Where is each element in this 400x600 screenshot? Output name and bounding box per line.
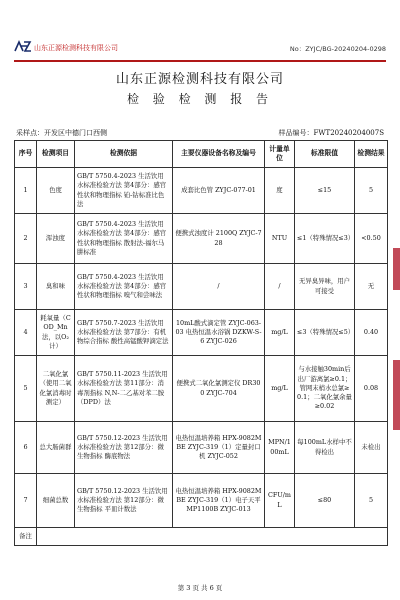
row-result: 无: [355, 264, 388, 310]
row-equipment: /: [173, 264, 265, 310]
row-limit: ≤3（特殊情况≤5）: [295, 310, 355, 356]
remark-label: 备注: [15, 528, 37, 546]
table-row: [15, 214, 388, 264]
row-unit: mg/L: [265, 310, 295, 356]
row-item: 二氧化氯（使用二氧化氯消毒时测定）: [37, 356, 75, 422]
binding-edge-tab: [393, 360, 400, 430]
row-item: 细菌总数: [37, 474, 75, 528]
remark-row: [15, 528, 388, 546]
table-row: [15, 422, 388, 474]
sampling-location: 采样点：开发区中德门口西侧: [16, 129, 107, 137]
remark-value: [37, 528, 388, 546]
row-item: 总大肠菌群: [37, 422, 75, 474]
row-no: 1: [15, 168, 37, 214]
row-item: 色度: [37, 168, 75, 214]
report-title: 检 验 检 测 报 告: [126, 92, 274, 106]
document-number: No：ZYJC/BG-20240204-0298: [289, 45, 386, 53]
table-row: [15, 474, 388, 528]
col-header-unit: 计量单位: [265, 141, 295, 168]
row-equipment: 便携式二氧化氯测定仪 DR300 ZYJC-704: [173, 356, 265, 422]
row-limit: ≤80: [295, 474, 355, 528]
row-limit: 与水接触30min后出厂游离氯≥0.1；管网末梢水总氯≥0.1；二氧化氯余量≥0.02: [295, 356, 355, 422]
col-header-result: 检测结果: [355, 141, 388, 168]
row-basis: GB/T 5750.12-2023 生活饮用水标准检验方法 第12部分：微生物指标 平皿计数法: [75, 474, 173, 528]
row-equipment: 便携式浊度计 2100Q ZYJC-728: [173, 214, 265, 264]
page-header: [14, 36, 386, 62]
row-limit: 无异臭异味，用户可接受: [295, 264, 355, 310]
page-number: 第 3 页 共 6 页: [177, 584, 223, 592]
row-limit: ≤1（特殊情况≤3）: [295, 214, 355, 264]
row-equipment: 电热恒温培养箱 HPX-9082MBE ZYJC-319（1）定量封口机 ZYJC-052: [173, 422, 265, 474]
col-header-equipment: 主要仪器设备名称及编号: [173, 141, 265, 168]
table-header-row: [15, 141, 388, 168]
row-result: 0.08: [355, 356, 388, 422]
row-basis: GB/T 5750.7-2023 生活饮用水标准检验方法 第7部分：有机物综合指标 酸性高锰酸钾滴定法: [75, 310, 173, 356]
row-basis: GB/T 5750.11-2023 生活饮用水标准检验方法 第11部分：消毒剂指标 N,N-二乙基对苯二胺（DPD）法: [75, 356, 173, 422]
binding-edge-tab: [393, 248, 400, 290]
sample-meta: [16, 128, 384, 138]
table-row: [15, 356, 388, 422]
header-org-name: 山东正源检测科技有限公司: [34, 44, 118, 52]
row-limit: 每100mL水样中不得检出: [295, 422, 355, 474]
row-equipment: 成套比色管 ZYJC-077-01: [173, 168, 265, 214]
col-header-no: 序号: [15, 141, 37, 168]
row-basis: GB/T 5750.4-2023 生活饮用水标准检验方法 第4部分：感官性状和物理指标 铂-钴标准比色法: [75, 168, 173, 214]
table-row: [15, 310, 388, 356]
row-no: 5: [15, 356, 37, 422]
results-table: [14, 140, 388, 546]
row-equipment: 10mL酸式滴定管 ZYJC-063-03 电热恒温水浴锅 DZKW-S-6 ZYJC-026: [173, 310, 265, 356]
row-no: 2: [15, 214, 37, 264]
company-logo-icon: [14, 40, 32, 52]
row-item: 浑浊度: [37, 214, 75, 264]
row-equipment: 电热恒温培养箱 HPX-9082MBE ZYJC-319（1）电子天平 MP1100B ZYJC-013: [173, 474, 265, 528]
col-header-basis: 检测依据: [75, 141, 173, 168]
row-result: <0.50: [355, 214, 388, 264]
row-unit: CFU/mL: [265, 474, 295, 528]
company-name: 山东正源检测科技有限公司: [115, 72, 284, 87]
row-unit: /: [265, 264, 295, 310]
row-basis: GB/T 5750.12-2023 生活饮用水标准检验方法 第12部分：微生物指标 酶底物法: [75, 422, 173, 474]
row-unit: MPN/100mL: [265, 422, 295, 474]
row-no: 6: [15, 422, 37, 474]
row-no: 7: [15, 474, 37, 528]
table-row: [15, 264, 388, 310]
row-basis: GB/T 5750.4-2023 生活饮用水标准检验方法 第4部分：感官性状和物理指标 散射法-福尔马肼标准: [75, 214, 173, 264]
table-row: [15, 168, 388, 214]
row-result: 5: [355, 474, 388, 528]
row-unit: NTU: [265, 214, 295, 264]
row-no: 4: [15, 310, 37, 356]
col-header-item: 检测项目: [37, 141, 75, 168]
row-basis: GB/T 5750.4-2023 生活饮用水标准检验方法 第4部分：感官性状和物理指标 嗅气和尝味法: [75, 264, 173, 310]
col-header-limit: 标准限值: [295, 141, 355, 168]
sample-number: 样品编号：FWT20240204007S: [278, 129, 384, 137]
row-item: 臭和味: [37, 264, 75, 310]
row-unit: mg/L: [265, 356, 295, 422]
row-result: 未检出: [355, 422, 388, 474]
row-limit: ≤15: [295, 168, 355, 214]
row-unit: 度: [265, 168, 295, 214]
row-no: 3: [15, 264, 37, 310]
row-result: 5: [355, 168, 388, 214]
row-result: 0.40: [355, 310, 388, 356]
row-item: 耗氧量（COD_Mn法，以O₂计）: [37, 310, 75, 356]
